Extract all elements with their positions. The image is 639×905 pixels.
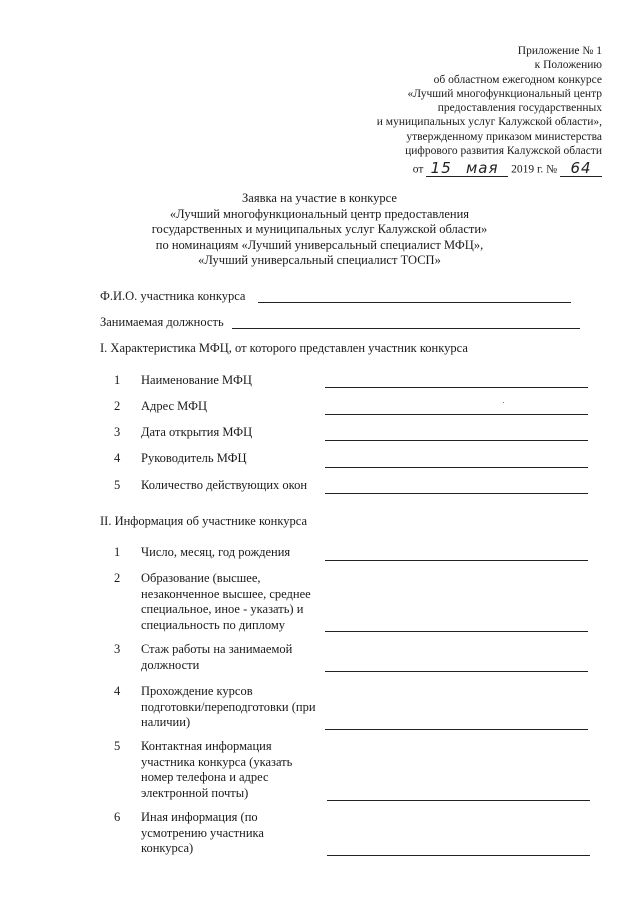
fio-label: Ф.И.О. участника конкурса — [100, 289, 246, 303]
date-year: 2019 г. № — [511, 164, 558, 177]
appendix-line: утвержденному приказом министерства — [406, 130, 602, 143]
item-label: Наименование МФЦ — [141, 373, 252, 387]
item-number: 3 — [114, 642, 121, 656]
date-day: 15 — [430, 159, 452, 178]
order-number: 64 — [570, 159, 592, 178]
item-input-line[interactable] — [327, 800, 590, 801]
item-input-line[interactable] — [325, 414, 588, 415]
item-input-line[interactable] — [325, 631, 588, 632]
item-number: 2 — [114, 399, 121, 413]
item-input-line[interactable] — [327, 855, 590, 856]
item-input-line[interactable] — [325, 440, 588, 441]
appendix-date-line — [377, 161, 602, 177]
order-number-field — [560, 161, 602, 177]
item-number: 3 — [114, 425, 121, 439]
item-label: Образование (высшее, незаконченное высшее, среднее специальное, иное - указать) и специальность по диплому — [141, 571, 311, 632]
date-prefix: от — [412, 164, 424, 177]
date-month-field — [456, 161, 508, 177]
item-input-line[interactable] — [325, 493, 588, 494]
scan-speck — [503, 402, 504, 403]
item-label: Руководитель МФЦ — [141, 451, 247, 465]
appendix-header — [377, 44, 602, 177]
item-label: Контактная информация участника конкурса (указать номер телефона и адрес электронной почты) — [141, 739, 293, 800]
appendix-line: цифрового развития Калужской области — [405, 145, 602, 158]
item-number: 6 — [114, 810, 121, 824]
item-input-line[interactable] — [325, 560, 588, 561]
date-day-field — [426, 161, 456, 177]
appendix-line: «Лучший многофункциональный центр — [407, 87, 602, 100]
item-number: 2 — [114, 571, 121, 585]
item-number: 5 — [114, 478, 121, 492]
item-number: 1 — [114, 373, 121, 387]
title-line: Заявка на участие в конкурсе — [242, 191, 397, 205]
title-line: государственных и муниципальных услуг Калужской области» — [151, 222, 488, 236]
section2-heading: II. Информация об участнике конкурса — [100, 514, 307, 528]
item-label: Прохождение курсов подготовки/переподготовки (при наличии) — [141, 684, 316, 729]
section1-heading: I. Характеристика МФЦ, от которого представлен участник конкурса — [100, 341, 468, 355]
appendix-line: об областном ежегодном конкурсе — [433, 73, 602, 86]
item-label: Иная информация (по усмотрению участника конкурса) — [141, 810, 264, 855]
title-line: «Лучший универсальный специалист ТОСП» — [198, 253, 441, 267]
appendix-line: Приложение № 1 — [517, 45, 602, 57]
item-number: 4 — [114, 684, 121, 698]
item-input-line[interactable] — [325, 671, 588, 672]
item-label: Количество действующих окон — [141, 478, 308, 492]
item-label: Дата открытия МФЦ — [141, 425, 253, 439]
item-number: 1 — [114, 545, 121, 559]
item-input-line[interactable] — [325, 729, 588, 730]
title-line: «Лучший многофункциональный центр предоставления — [169, 206, 470, 221]
appendix-line: и муниципальных услуг Калужской области», — [376, 116, 602, 129]
item-input-line[interactable] — [325, 467, 588, 468]
item-input-line[interactable] — [325, 387, 588, 388]
document-title — [0, 191, 639, 269]
fio-input-line[interactable] — [258, 302, 571, 303]
item-number: 4 — [114, 451, 121, 465]
appendix-line: к Положению — [534, 59, 602, 72]
item-label: Адрес МФЦ — [141, 399, 208, 413]
position-input-line[interactable] — [232, 328, 580, 329]
title-line: по номинациям «Лучший универсальный специалист МФЦ», — [155, 237, 484, 252]
item-label: Стаж работы на занимаемой должности — [141, 642, 293, 672]
item-number: 5 — [114, 739, 121, 753]
date-month: мая — [465, 159, 499, 178]
item-label: Число, месяц, год рождения — [141, 545, 291, 559]
appendix-line: предоставления государственных — [437, 102, 602, 115]
position-label: Занимаемая должность — [100, 315, 224, 329]
